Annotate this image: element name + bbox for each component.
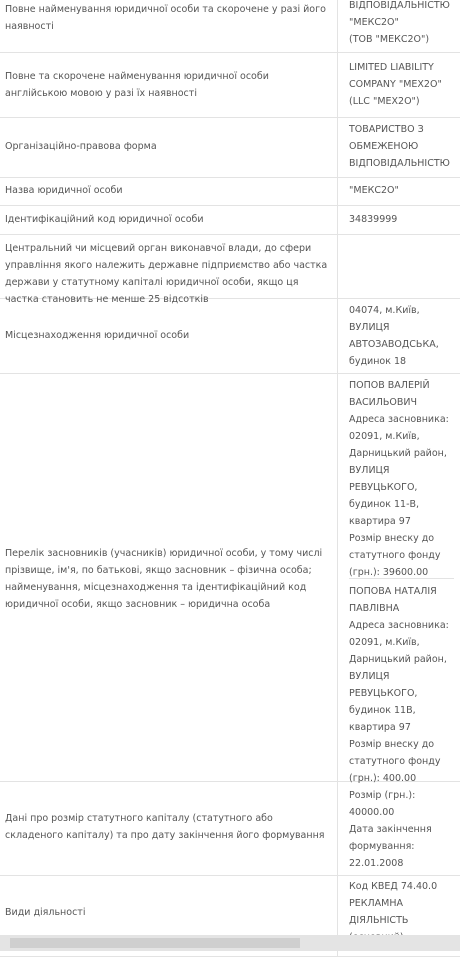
- row-value: [349, 59, 454, 110]
- value-line: 34839999: [349, 214, 398, 225]
- row-label-cell: [0, 235, 338, 305]
- row-label: Ідентифікаційний код юридичної особи: [5, 214, 204, 225]
- row-label: Перелік засновників (учасників) юридичної особи, у тому числі прізвище, ім'я, по батькові, якщо засновник – фізична особа; найменування, місцезнаходження та ідентифікаційний код юридичної особи, якщо засновник – юридична особа: [5, 548, 323, 610]
- value-line: ВУЛИЦЯ: [349, 671, 390, 682]
- value-line: (грн.): 400.00: [349, 773, 417, 784]
- value-line: РЕВУЦЬКОГО,: [349, 688, 418, 699]
- row-value: [349, 182, 454, 199]
- value-line: формування:: [349, 841, 415, 852]
- row-label-cell: [0, 374, 338, 781]
- table-row: [0, 178, 460, 206]
- row-label: Назва юридичної особи: [5, 185, 123, 196]
- row-label: Дані про розмір статутного капіталу (статутного або складеного капіталу) та про дату закінчення його формування: [5, 813, 325, 841]
- value-line: ВУЛИЦЯ: [349, 465, 390, 476]
- row-value-cell: [338, 235, 460, 298]
- value-line: (грн.): 39600.00: [349, 567, 429, 578]
- value-line: будинок 11В,: [349, 705, 416, 716]
- value-line: будинок 18: [349, 356, 407, 367]
- value-line: 02091, м.Київ,: [349, 637, 420, 648]
- table-row: [0, 206, 460, 235]
- value-line: ВАСИЛЬОВИЧ: [349, 397, 418, 408]
- value-line: (ТОВ "МЕКС2О"): [349, 34, 430, 45]
- value-line: ПОПОВ ВАЛЕРІЙ: [349, 380, 430, 391]
- row-value: [349, 787, 454, 872]
- value-line: статутного фонду: [349, 550, 441, 561]
- row-label-cell: [0, 178, 338, 205]
- value-line: ПАВЛІВНА: [349, 603, 400, 614]
- value-line: РЕКЛАМНА: [349, 898, 403, 909]
- row-label-cell: [0, 206, 338, 234]
- founder-entry: [349, 583, 454, 787]
- value-line: LIMITED LIABILITY: [349, 62, 434, 73]
- founder-entry: [349, 377, 454, 579]
- value-line: будинок 11-В,: [349, 499, 420, 510]
- value-line: ПОПОВА НАТАЛІЯ: [349, 586, 437, 597]
- value-line: COMPANY "MEX2O": [349, 79, 442, 90]
- value-line: ВІДПОВІДАЛЬНІСТЮ: [349, 158, 450, 169]
- value-line: (LLC "MEX2O"): [349, 96, 420, 107]
- value-line: Дарницький район,: [349, 448, 447, 459]
- value-line: квартира 97: [349, 722, 411, 733]
- row-value-cell: [338, 206, 460, 234]
- value-line: Адреса засновника:: [349, 620, 449, 631]
- value-line: квартира 97: [349, 516, 411, 527]
- value-line: ТОВАРИСТВО З: [349, 124, 424, 135]
- value-line: Розмір (грн.):: [349, 790, 416, 801]
- table-row: [0, 118, 460, 178]
- row-label: Види діяльності: [5, 907, 86, 918]
- row-label: Центральний чи місцевий орган виконавчої влади, до сфери управління якого належить державне підприємство або частка держави у статутному капіталі юридичної особи, якщо ця частка становить не менше 25 відсотків: [5, 243, 328, 305]
- value-line: ДІЯЛЬНІСТЬ: [349, 915, 409, 926]
- value-line: АВТОЗАВОДСЬКА,: [349, 339, 439, 350]
- row-value-cell: [338, 782, 460, 875]
- row-label: Повне найменування юридичної особи та скорочене у разі його наявності: [5, 4, 326, 32]
- row-label: Повне та скорочене найменування юридичної особи англійською мовою у разі їх наявності: [5, 71, 269, 99]
- row-label-cell: [0, 53, 338, 117]
- value-line: 04074, м.Київ,: [349, 305, 420, 316]
- value-line: ВІДПОВІДАЛЬНІСТЮ: [349, 0, 450, 11]
- row-value-cell: [338, 0, 460, 52]
- value-line: "МЕКС2О": [349, 17, 399, 28]
- value-line: 22.01.2008: [349, 858, 404, 869]
- value-line: "МЕКС2О": [349, 185, 399, 196]
- value-line: ОБМЕЖЕНОЮ: [349, 141, 419, 152]
- table-row: [0, 374, 460, 782]
- table-row: [0, 782, 460, 876]
- row-label: Місцезнаходження юридичної особи: [5, 330, 190, 341]
- table-row: [0, 53, 460, 118]
- horizontal-scrollbar[interactable]: [0, 935, 460, 951]
- row-value: [349, 0, 454, 48]
- row-value: [349, 302, 454, 370]
- row-label: Організаційно-правова форма: [5, 141, 157, 152]
- value-line: РЕВУЦЬКОГО,: [349, 482, 418, 493]
- value-line: Код КВЕД 74.40.0: [349, 881, 438, 892]
- value-line: 02091, м.Київ,: [349, 431, 420, 442]
- table-row: [0, 0, 460, 53]
- row-value-cell: [338, 299, 460, 373]
- value-line: Адреса засновника:: [349, 414, 449, 425]
- row-value-cell: [338, 118, 460, 177]
- row-value: [349, 211, 454, 228]
- value-line: Дарницький район,: [349, 654, 447, 665]
- value-line: ВУЛИЦЯ: [349, 322, 390, 333]
- table-row: [0, 299, 460, 374]
- value-line: Розмір внеску до: [349, 533, 435, 544]
- row-label-cell: [0, 0, 338, 52]
- value-line: статутного фонду: [349, 756, 441, 767]
- table-row: [0, 235, 460, 305]
- scrollbar-thumb[interactable]: [10, 938, 300, 948]
- value-line: Дата закінчення: [349, 824, 432, 835]
- value-line: 40000.00: [349, 807, 395, 818]
- row-value-cell: [338, 374, 460, 784]
- row-value: [349, 121, 454, 172]
- row-label-cell: [0, 782, 338, 875]
- row-label-cell: [0, 299, 338, 373]
- row-value-cell: [338, 178, 460, 205]
- value-line: Розмір внеску до: [349, 739, 435, 750]
- row-label-cell: [0, 118, 338, 177]
- row-value-cell: [338, 53, 460, 117]
